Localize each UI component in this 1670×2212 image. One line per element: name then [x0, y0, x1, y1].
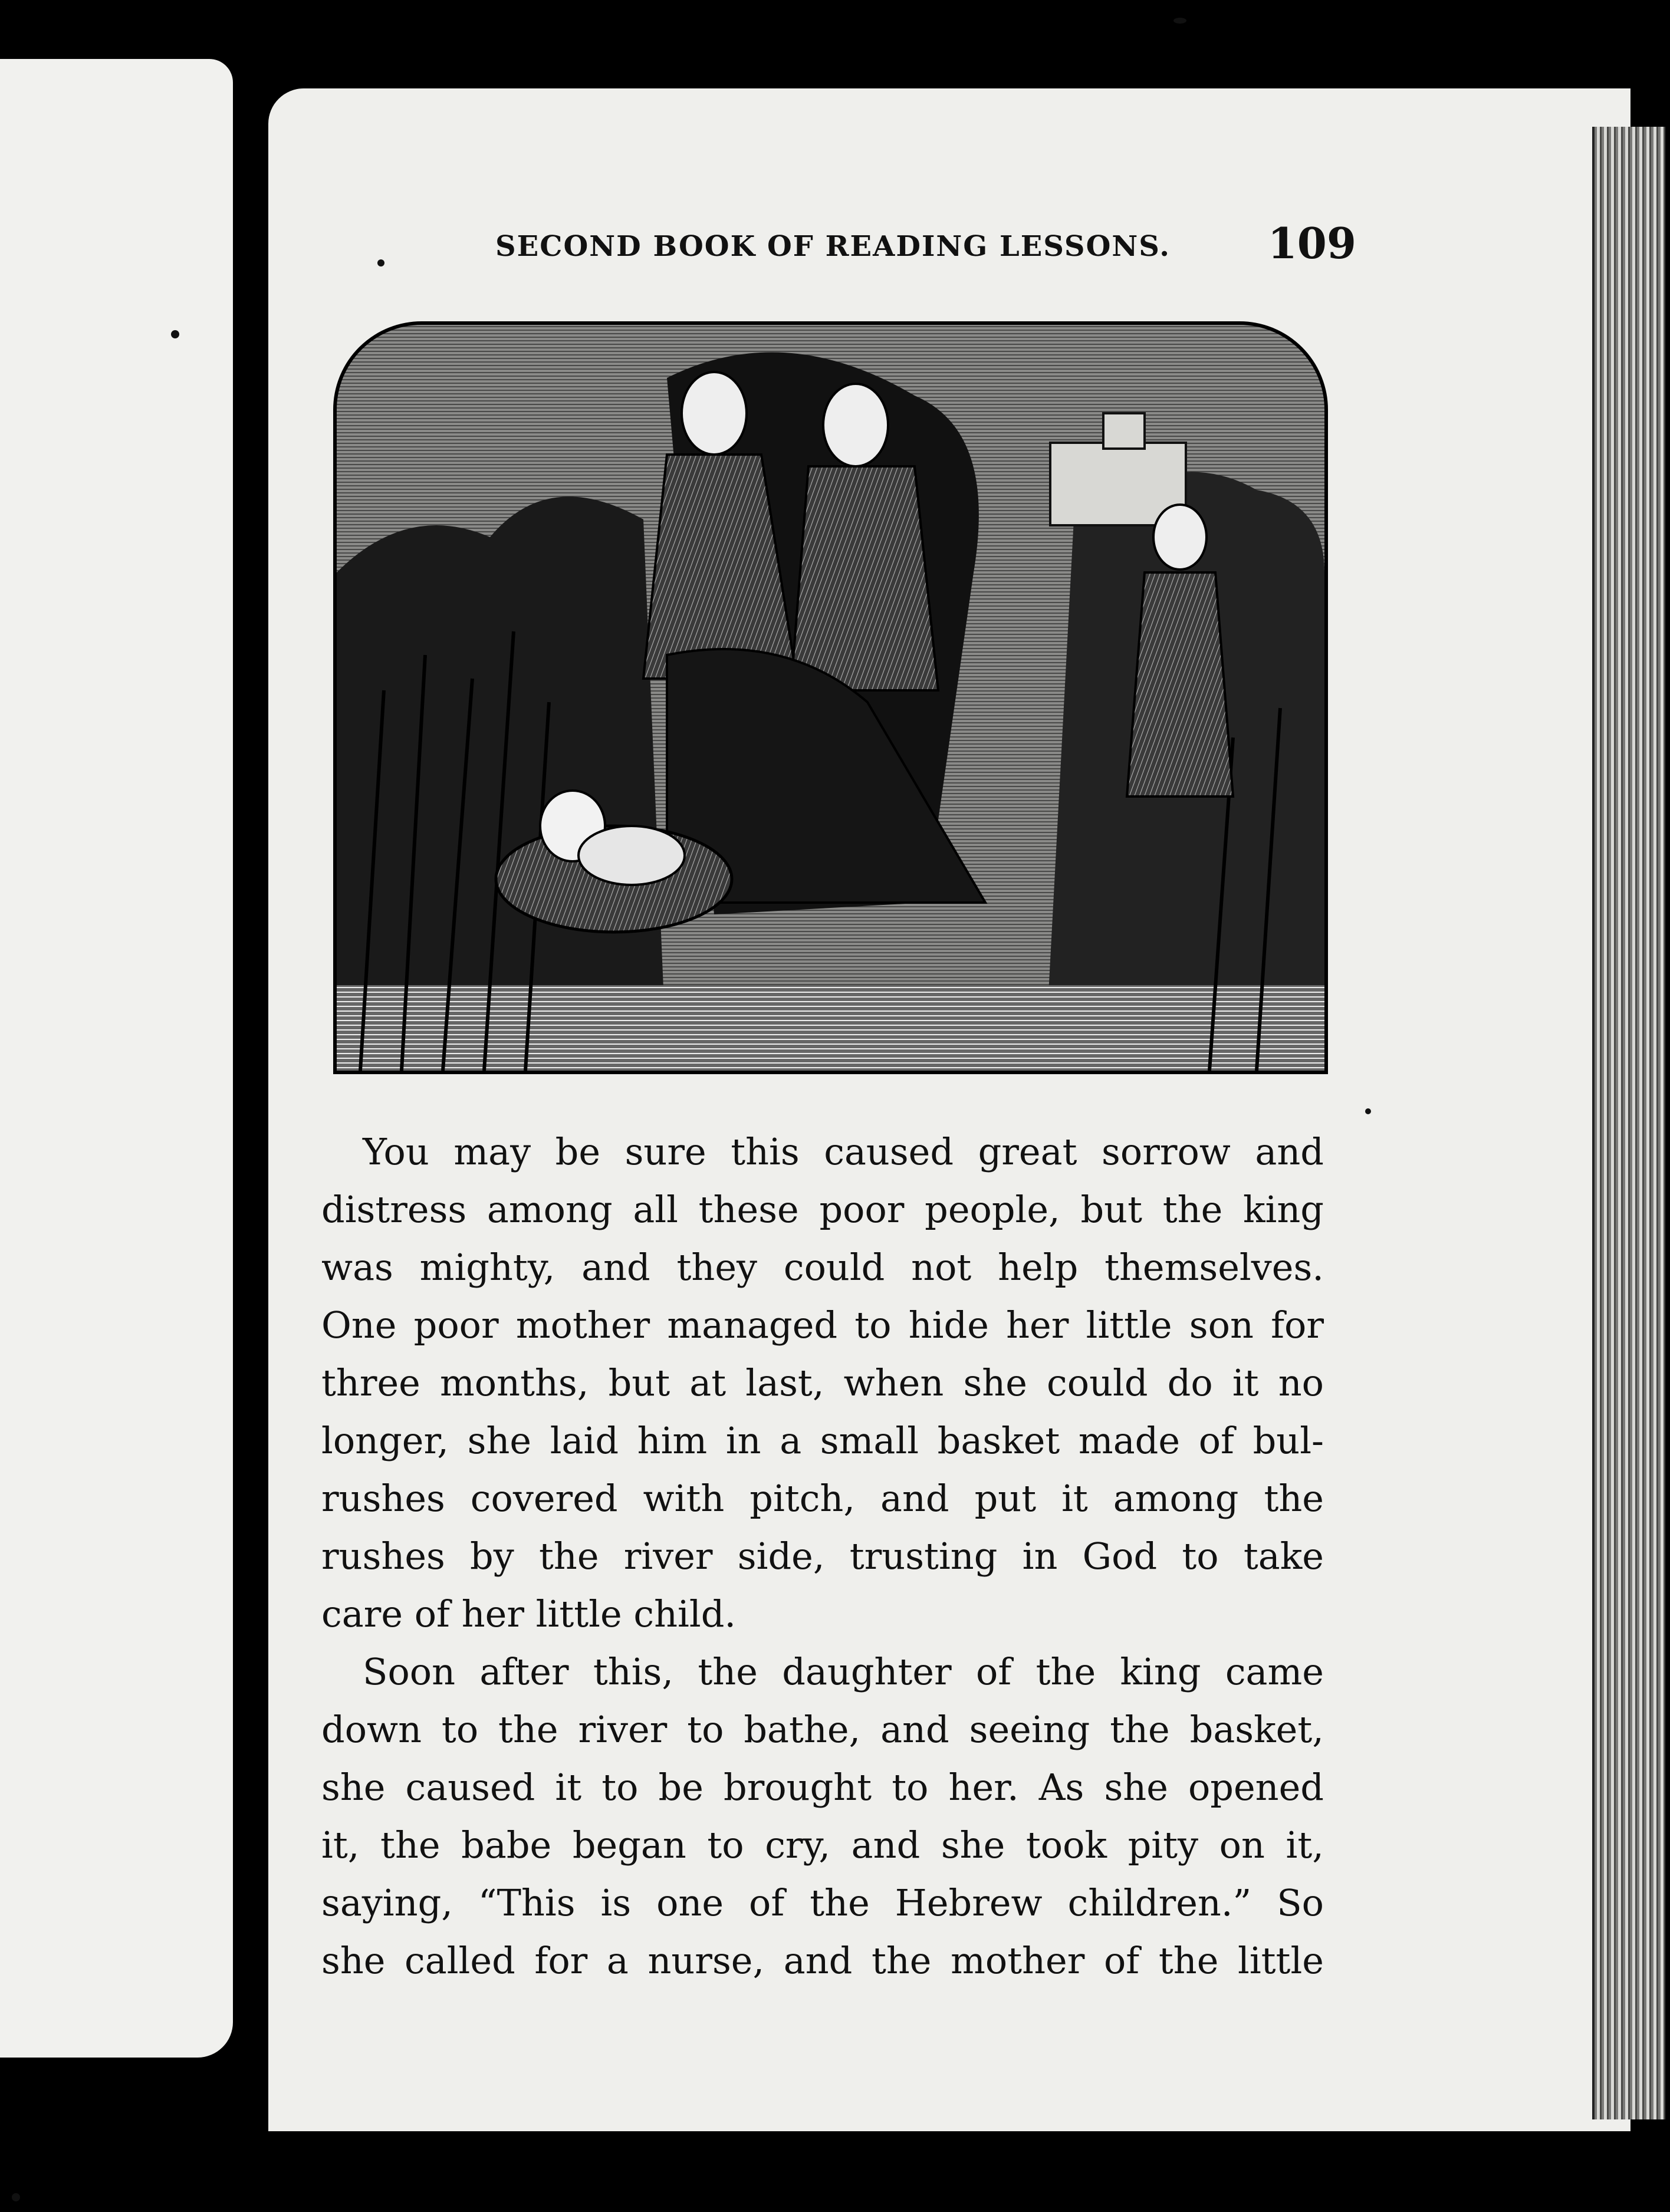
text-line: she called for a nurse, and the mother of the little	[321, 1939, 1324, 1982]
text-line: she caused it to be brought to her. As she opened	[321, 1766, 1324, 1809]
scan-speck	[171, 330, 179, 338]
text-line: Soon after this, the daughter of the king came	[363, 1650, 1324, 1693]
text-line: saying, “This is one of the Hebrew children.” So	[321, 1881, 1324, 1924]
page-header	[495, 218, 1356, 277]
text-line: down to the river to bathe, and seeing the basket,	[321, 1708, 1324, 1751]
scan-speck	[377, 259, 384, 266]
page-edges	[1592, 127, 1665, 2119]
running-head: SECOND BOOK OF READING LESSONS.	[495, 230, 1171, 263]
text-line: care of her little child.	[321, 1592, 737, 1635]
left-page	[0, 59, 233, 2058]
scan-speck	[12, 2193, 20, 2201]
text-line: was mighty, and they could not help themselves.	[321, 1246, 1324, 1289]
paragraph	[321, 1643, 1324, 1990]
scan-speck	[1173, 18, 1186, 24]
text-line: distress among all these poor people, but the king	[321, 1188, 1324, 1231]
text-line: three months, but at last, when she could do it no	[321, 1361, 1324, 1404]
body-text	[321, 1123, 1324, 1990]
text-line: longer, she laid him in a small basket made of bul-	[321, 1419, 1324, 1462]
paragraph	[321, 1123, 1324, 1643]
text-line: One poor mother managed to hide her little son for	[321, 1304, 1324, 1347]
scan-speck	[1365, 1108, 1371, 1114]
page-number: 109	[1267, 218, 1356, 268]
text-line: You may be sure this caused great sorrow and	[363, 1130, 1324, 1173]
text-line: rushes covered with pitch, and put it among the	[321, 1477, 1324, 1520]
moses-bulrushes-engraving-icon	[337, 325, 1324, 1071]
engraving-illustration	[333, 321, 1328, 1074]
text-line: rushes by the river side, trusting in God to take	[321, 1535, 1324, 1578]
text-line: it, the babe began to cry, and she took pity on it,	[321, 1823, 1324, 1867]
